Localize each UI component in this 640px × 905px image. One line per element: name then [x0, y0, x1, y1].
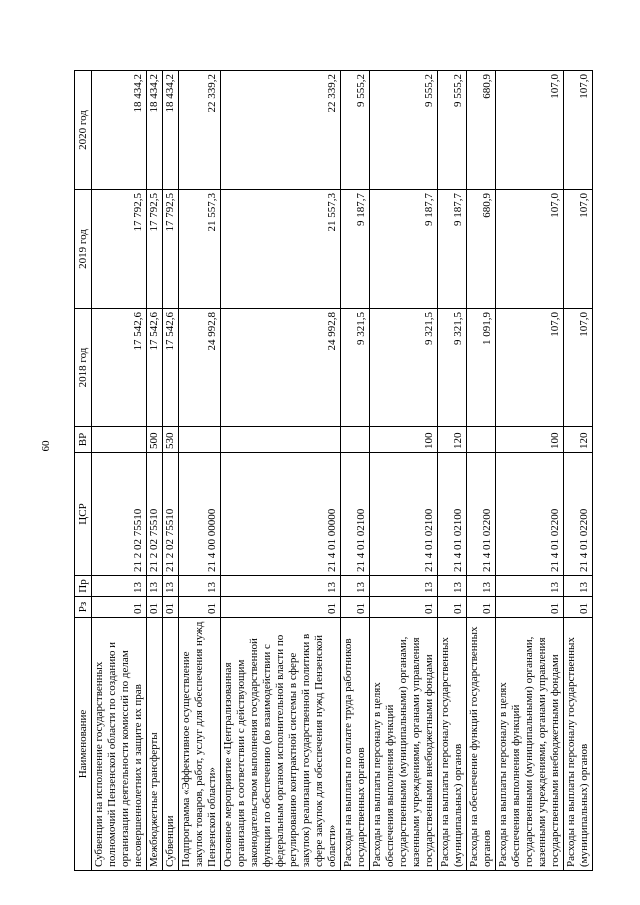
table-row [147, 71, 163, 871]
row-2019: 9 187,7 [370, 190, 438, 309]
row-2018: 24 992,8 [179, 309, 221, 427]
row-2020: 9 555,2 [341, 71, 370, 190]
row-pr: 13 [370, 576, 438, 597]
row-pr: 13 [147, 576, 163, 597]
budget-table [74, 70, 593, 871]
table-row [370, 71, 438, 871]
header-2020: 2020 год [75, 71, 92, 190]
row-vr: 530 [163, 427, 179, 453]
row-csr: 21 4 00 00000 [179, 453, 221, 576]
row-2019: 9 187,7 [341, 190, 370, 309]
row-2020: 22 339,2 [179, 71, 221, 190]
row-2019: 680,9 [467, 190, 496, 309]
rotated-page-content [74, 71, 590, 871]
row-2020: 9 555,2 [438, 71, 467, 190]
row-2018: 1 091,9 [467, 309, 496, 427]
table-row [496, 71, 564, 871]
row-2018: 17 542,6 [92, 309, 147, 427]
row-pr: 13 [564, 576, 593, 597]
row-vr [341, 427, 370, 453]
header-2019: 2019 год [75, 190, 92, 309]
table-row [92, 71, 147, 871]
row-2019: 107,0 [564, 190, 593, 309]
row-pr: 13 [163, 576, 179, 597]
row-2018: 17 542,6 [163, 309, 179, 427]
row-name: Основное мероприятие «Централизованная организация в соответствии с действующим законодательством выполнения государственной функции по обеспечению (во взаимодействии с федеральным органом исполнительной власти по регулированию контрактной системы в сфере закупок) реализации государственной политики в сфере закупок для обеспечения нужд Пензенской области» [221, 618, 341, 871]
row-pr: 13 [467, 576, 496, 597]
row-2018: 9 321,5 [341, 309, 370, 427]
row-2019: 21 557,3 [179, 190, 221, 309]
row-csr: 21 4 01 02100 [341, 453, 370, 576]
row-csr: 21 4 01 02200 [496, 453, 564, 576]
row-name: Расходы на выплаты персоналу в целях обеспечения выполнения функций государственными (муниципальными) органами, казенными учреждениями, органами управления государственными внебюджетными фондами [496, 618, 564, 871]
table-row [467, 71, 496, 871]
row-vr [92, 427, 147, 453]
row-2018: 24 992,8 [221, 309, 341, 427]
row-csr: 21 4 01 02100 [370, 453, 438, 576]
row-pr: 13 [341, 576, 370, 597]
row-name: Субвенции [163, 618, 179, 871]
row-2019: 107,0 [496, 190, 564, 309]
row-2018: 107,0 [496, 309, 564, 427]
row-csr: 21 2 02 75510 [163, 453, 179, 576]
row-csr: 21 2 02 75510 [147, 453, 163, 576]
row-2019: 17 792,5 [92, 190, 147, 309]
row-pr: 13 [496, 576, 564, 597]
row-2018: 9 321,5 [370, 309, 438, 427]
row-2020: 107,0 [564, 71, 593, 190]
row-vr [221, 427, 341, 453]
table-row [564, 71, 593, 871]
row-name: Подпрограмма «Эффективное осуществление закупок товаров, работ, услуг для обеспечения нужд Пензенской области» [179, 618, 221, 871]
row-rz: 01 [147, 597, 163, 618]
row-2020: 107,0 [496, 71, 564, 190]
header-vr: ВР [75, 427, 92, 453]
header-rz: Рз [75, 597, 92, 618]
row-2020: 18 434,2 [92, 71, 147, 190]
header-name: Наименование [75, 618, 92, 871]
row-2018: 9 321,5 [438, 309, 467, 427]
row-2020: 9 555,2 [370, 71, 438, 190]
row-vr: 120 [564, 427, 593, 453]
row-name: Межбюджетные трансферты [147, 618, 163, 871]
table-row [179, 71, 221, 871]
row-name: Расходы на выплаты персоналу в целях обеспечения выполнения функций государственными (муниципальными) органами, казенными учреждениями, органами управления государственными внебюджетными фондами [370, 618, 438, 871]
row-pr: 13 [92, 576, 147, 597]
row-vr [179, 427, 221, 453]
row-rz: 01 [467, 597, 496, 618]
row-rz: 01 [341, 597, 370, 618]
row-2019: 17 792,5 [163, 190, 179, 309]
row-vr: 120 [438, 427, 467, 453]
row-csr: 21 4 01 02200 [564, 453, 593, 576]
row-csr: 21 2 02 75510 [92, 453, 147, 576]
row-2018: 107,0 [564, 309, 593, 427]
row-2019: 17 792,5 [147, 190, 163, 309]
table-body [92, 71, 593, 871]
row-2020: 18 434,2 [147, 71, 163, 190]
row-pr: 13 [221, 576, 341, 597]
row-csr: 21 4 01 02100 [438, 453, 467, 576]
header-2018: 2018 год [75, 309, 92, 427]
row-rz: 01 [92, 597, 147, 618]
row-rz: 01 [564, 597, 593, 618]
row-name: Расходы на выплаты персоналу государственных (муниципальных) органов [564, 618, 593, 871]
row-vr: 100 [496, 427, 564, 453]
row-2020: 18 434,2 [163, 71, 179, 190]
row-2019: 9 187,7 [438, 190, 467, 309]
table-row [341, 71, 370, 871]
row-rz: 01 [163, 597, 179, 618]
header-pr: Пр [75, 576, 92, 597]
row-rz: 01 [438, 597, 467, 618]
row-rz: 01 [179, 597, 221, 618]
row-rz: 01 [496, 597, 564, 618]
table-row [438, 71, 467, 871]
row-pr: 13 [179, 576, 221, 597]
row-csr: 21 4 01 02200 [467, 453, 496, 576]
row-pr: 13 [438, 576, 467, 597]
row-2019: 21 557,3 [221, 190, 341, 309]
table-header-row [75, 71, 92, 871]
table-row [163, 71, 179, 871]
header-csr: ЦСР [75, 453, 92, 576]
page-number: 60 [40, 440, 52, 452]
row-rz: 01 [221, 597, 341, 618]
row-name: Расходы на выплаты персоналу государственных (муниципальных) органов [438, 618, 467, 871]
row-name: Расходы на выплаты по оплате труда работников государственных органов [341, 618, 370, 871]
row-vr [467, 427, 496, 453]
row-name: Субвенции на исполнение государственных полномочий Пензенской области по созданию и организации деятельности комиссий по делам несовершеннолетних и защите их прав [92, 618, 147, 871]
row-rz: 01 [370, 597, 438, 618]
row-name: Расходы на обеспечение функций государственных органов [467, 618, 496, 871]
row-csr: 21 4 01 00000 [221, 453, 341, 576]
row-vr: 100 [370, 427, 438, 453]
table-row [221, 71, 341, 871]
row-2020: 680,9 [467, 71, 496, 190]
row-2018: 17 542,6 [147, 309, 163, 427]
row-vr: 500 [147, 427, 163, 453]
row-2020: 22 339,2 [221, 71, 341, 190]
